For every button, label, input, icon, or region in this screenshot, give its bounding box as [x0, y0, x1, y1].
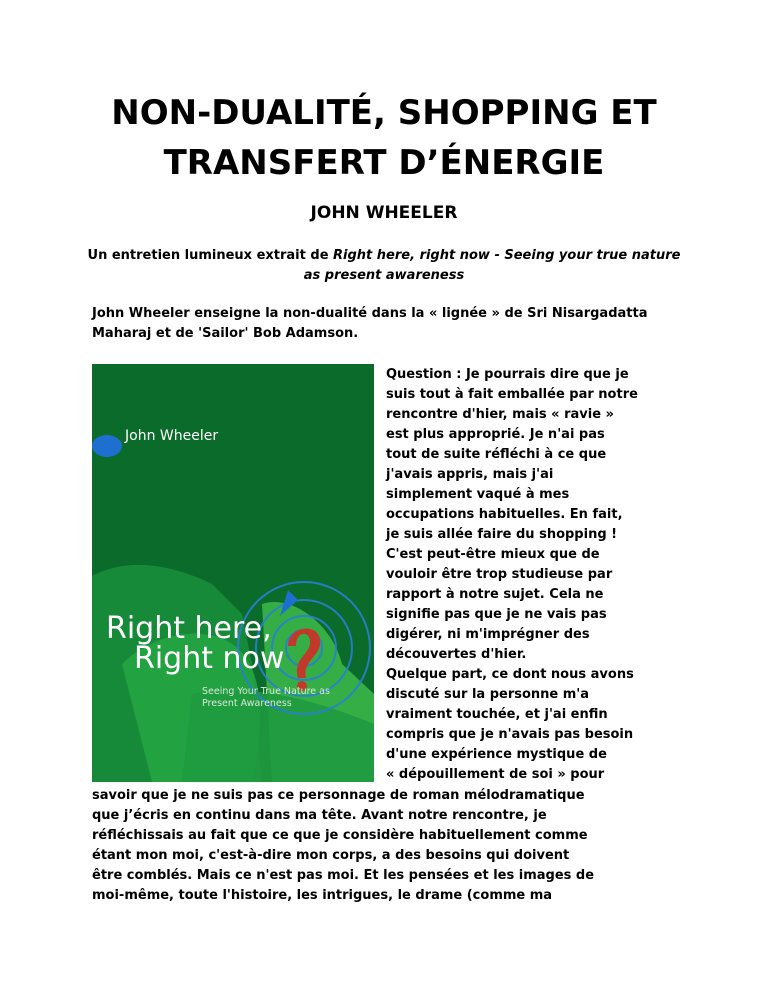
cover-title-line: Right now: [134, 641, 285, 676]
text-line: découvertes d'hier.: [386, 647, 527, 662]
text-line: signifie pas que je ne vais pas: [386, 607, 607, 622]
text-line: « dépouillement de soi » pour: [386, 767, 605, 782]
document-subtitle: [80, 246, 688, 286]
text-line: digérer, ni m'imprégner des: [386, 627, 590, 642]
text-line: compris que je n'avais pas besoin: [386, 727, 634, 742]
document-author: JOHN WHEELER: [310, 203, 458, 223]
book-cover-image: [92, 364, 374, 782]
cover-subtitle: [202, 686, 330, 710]
text-line: tout de suite réfléchi à ce que: [386, 447, 607, 462]
text-line: que j’écris en continu dans ma tête. Avant notre rencontre, je: [92, 808, 547, 823]
text-line: je suis allée faire du shopping !: [386, 527, 618, 542]
text-line: j'avais appris, mais j'ai: [386, 467, 554, 482]
text-line: rapport à notre sujet. Cela ne: [386, 587, 604, 602]
cover-subtitle-line: Seeing Your True Nature as: [202, 686, 330, 697]
text-line: suis tout à fait emballée par notre: [386, 387, 638, 402]
text-line: Question : Je pourrais dire que je: [386, 367, 629, 382]
body-text-beside-cover: [386, 365, 686, 785]
intro-paragraph: John Wheeler enseigne la non-dualité dans la « lignée » de Sri Nisargadatta Maharaj et de 'Sailor' Bob Adamson.: [92, 306, 648, 341]
text-line: d'une expérience mystique de: [386, 747, 607, 762]
subtitle-prefix: Un entretien lumineux extrait de: [87, 248, 334, 263]
document-title: NON-DUALITÉ, SHOPPING ET TRANSFERT D’ÉNERGIE: [111, 93, 657, 183]
cover-subtitle-line: Present Awareness: [202, 698, 292, 709]
text-line: rencontre d'hier, mais « ravie »: [386, 407, 614, 422]
text-line: occupations habituelles. En fait,: [386, 507, 623, 522]
text-line: étant mon moi, c'est-à-dire mon corps, a des besoins qui doivent: [92, 848, 570, 863]
text-line: être comblés. Mais ce n'est pas moi. Et les pensées et les images de: [92, 868, 595, 883]
book-cover-art: [92, 364, 374, 782]
text-line: C'est peut-être mieux que de: [386, 547, 600, 562]
text-line: Quelque part, ce dont nous avons: [386, 667, 634, 682]
text-line: moi-même, toute l'histoire, les intrigues, le drame (comme ma: [92, 888, 553, 903]
body-text-full-width: [92, 786, 692, 906]
text-line: réfléchissais au fait que ce que je considère habituellement comme: [92, 828, 588, 843]
text-line: discuté sur la personne m'a: [386, 687, 590, 702]
text-line: simplement vaqué à mes: [386, 487, 570, 502]
cover-title: [106, 611, 285, 676]
cover-author: John Wheeler: [125, 428, 219, 444]
subtitle-book-title: Right here, right now - Seeing your true nature as present awareness: [303, 248, 681, 283]
text-line: est plus approprié. Je n'ai pas: [386, 427, 605, 442]
cover-title-line: Right here,: [106, 611, 272, 646]
text-line: savoir que je ne suis pas ce personnage de roman mélodramatique: [92, 788, 585, 803]
text-line: vraiment touchée, et j'ai enfin: [386, 707, 608, 722]
text-line: vouloir être trop studieuse par: [386, 567, 613, 582]
